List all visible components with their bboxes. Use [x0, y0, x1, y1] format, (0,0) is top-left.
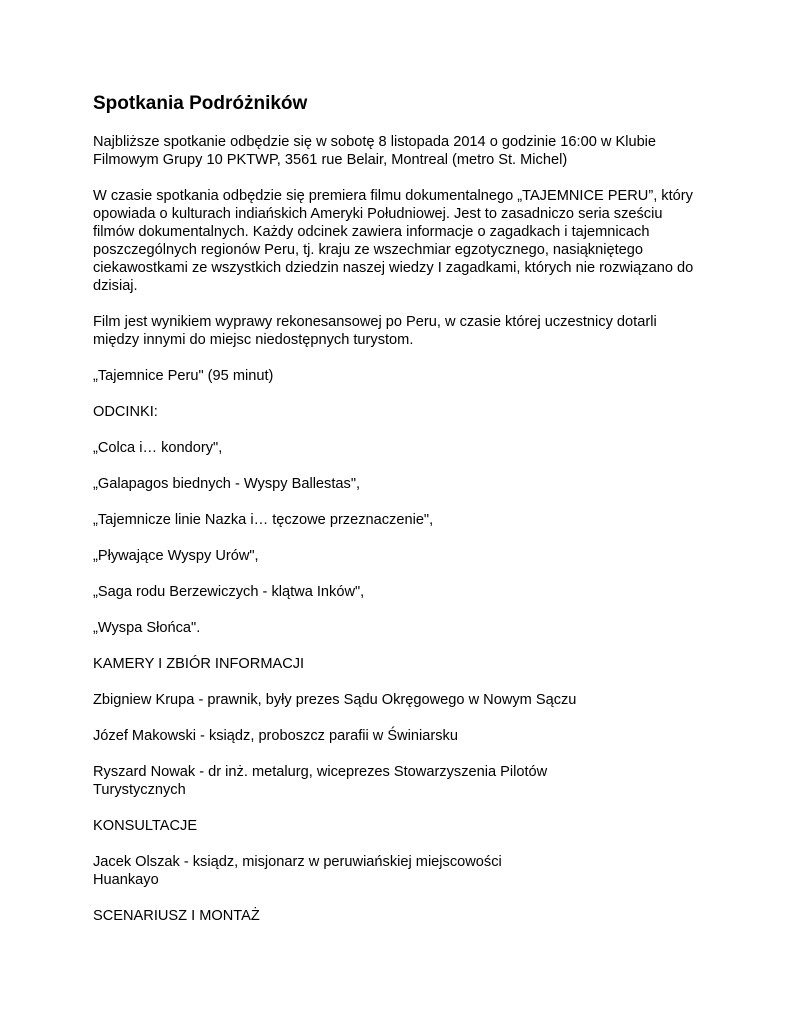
credit-item: Jacek Olszak - ksiądz, misjonarz w peruwiańskiej miejscowości Huankayo: [93, 854, 502, 888]
heading-script-editing: SCENARIUSZ I MONTAŻ: [93, 908, 260, 924]
episode-item: „Pływające Wyspy Urów",: [93, 548, 259, 564]
paragraph-meeting-info: Najbliższe spotkanie odbędzie się w sobotę 8 listopada 2014 o godzinie 16:00 w Klubie Filmowym Grupy 10 PKTWP, 3561 rue Belair, Montreal (metro St. Michel): [93, 134, 657, 168]
credit-item: Ryszard Nowak - dr inż. metalurg, wiceprezes Stowarzyszenia Pilotów Turystycznych: [93, 764, 548, 798]
heading-episodes: ODCINKI:: [93, 404, 158, 420]
heading-cameras: KAMERY I ZBIÓR INFORMACJI: [93, 656, 305, 672]
credit-item: Józef Makowski - ksiądz, proboszcz parafii w Świniarsku: [93, 728, 458, 744]
document-title: Spotkania Podróżników: [93, 93, 308, 114]
episode-item: „Tajemnicze linie Nazka i… tęczowe przeznaczenie",: [93, 512, 434, 528]
episode-item: „Galapagos biednych - Wyspy Ballestas",: [93, 476, 361, 492]
episode-item: „Wyspa Słońca".: [93, 620, 201, 636]
episode-item: „Colca i… kondory",: [93, 440, 223, 456]
episode-item: „Saga rodu Berzewiczych - klątwa Inków",: [93, 584, 365, 600]
paragraph-film-title: „Tajemnice Peru" (95 minut): [93, 368, 274, 384]
paragraph-expedition: Film jest wynikiem wyprawy rekonesansowej po Peru, w czasie której uczestnicy dotarli między innymi do miejsc niedostępnych turystom.: [93, 314, 657, 348]
paragraph-premiere: W czasie spotkania odbędzie się premiera filmu dokumentalnego „TAJEMNICE PERU”, który opowiada o kulturach indiańskich Ameryki Południowej. Jest to zasadniczo seria sześciu filmów dokumentalnych. Każdy odcinek zawiera informacje o zagadkach i tajemnicach poszczególnych regionów Peru, tj. kraju ze wszechmiar egzotycznego, nasiąkniętego ciekawostkami ze wszystkich dziedzin naszej wiedzy I zagadkami, których nie rozwiązano do dzisiaj.: [93, 188, 694, 294]
credit-item: Zbigniew Krupa - prawnik, były prezes Sądu Okręgowego w Nowym Sączu: [93, 692, 577, 708]
heading-consultations: KONSULTACJE: [93, 818, 198, 834]
document-page: [93, 92, 733, 943]
